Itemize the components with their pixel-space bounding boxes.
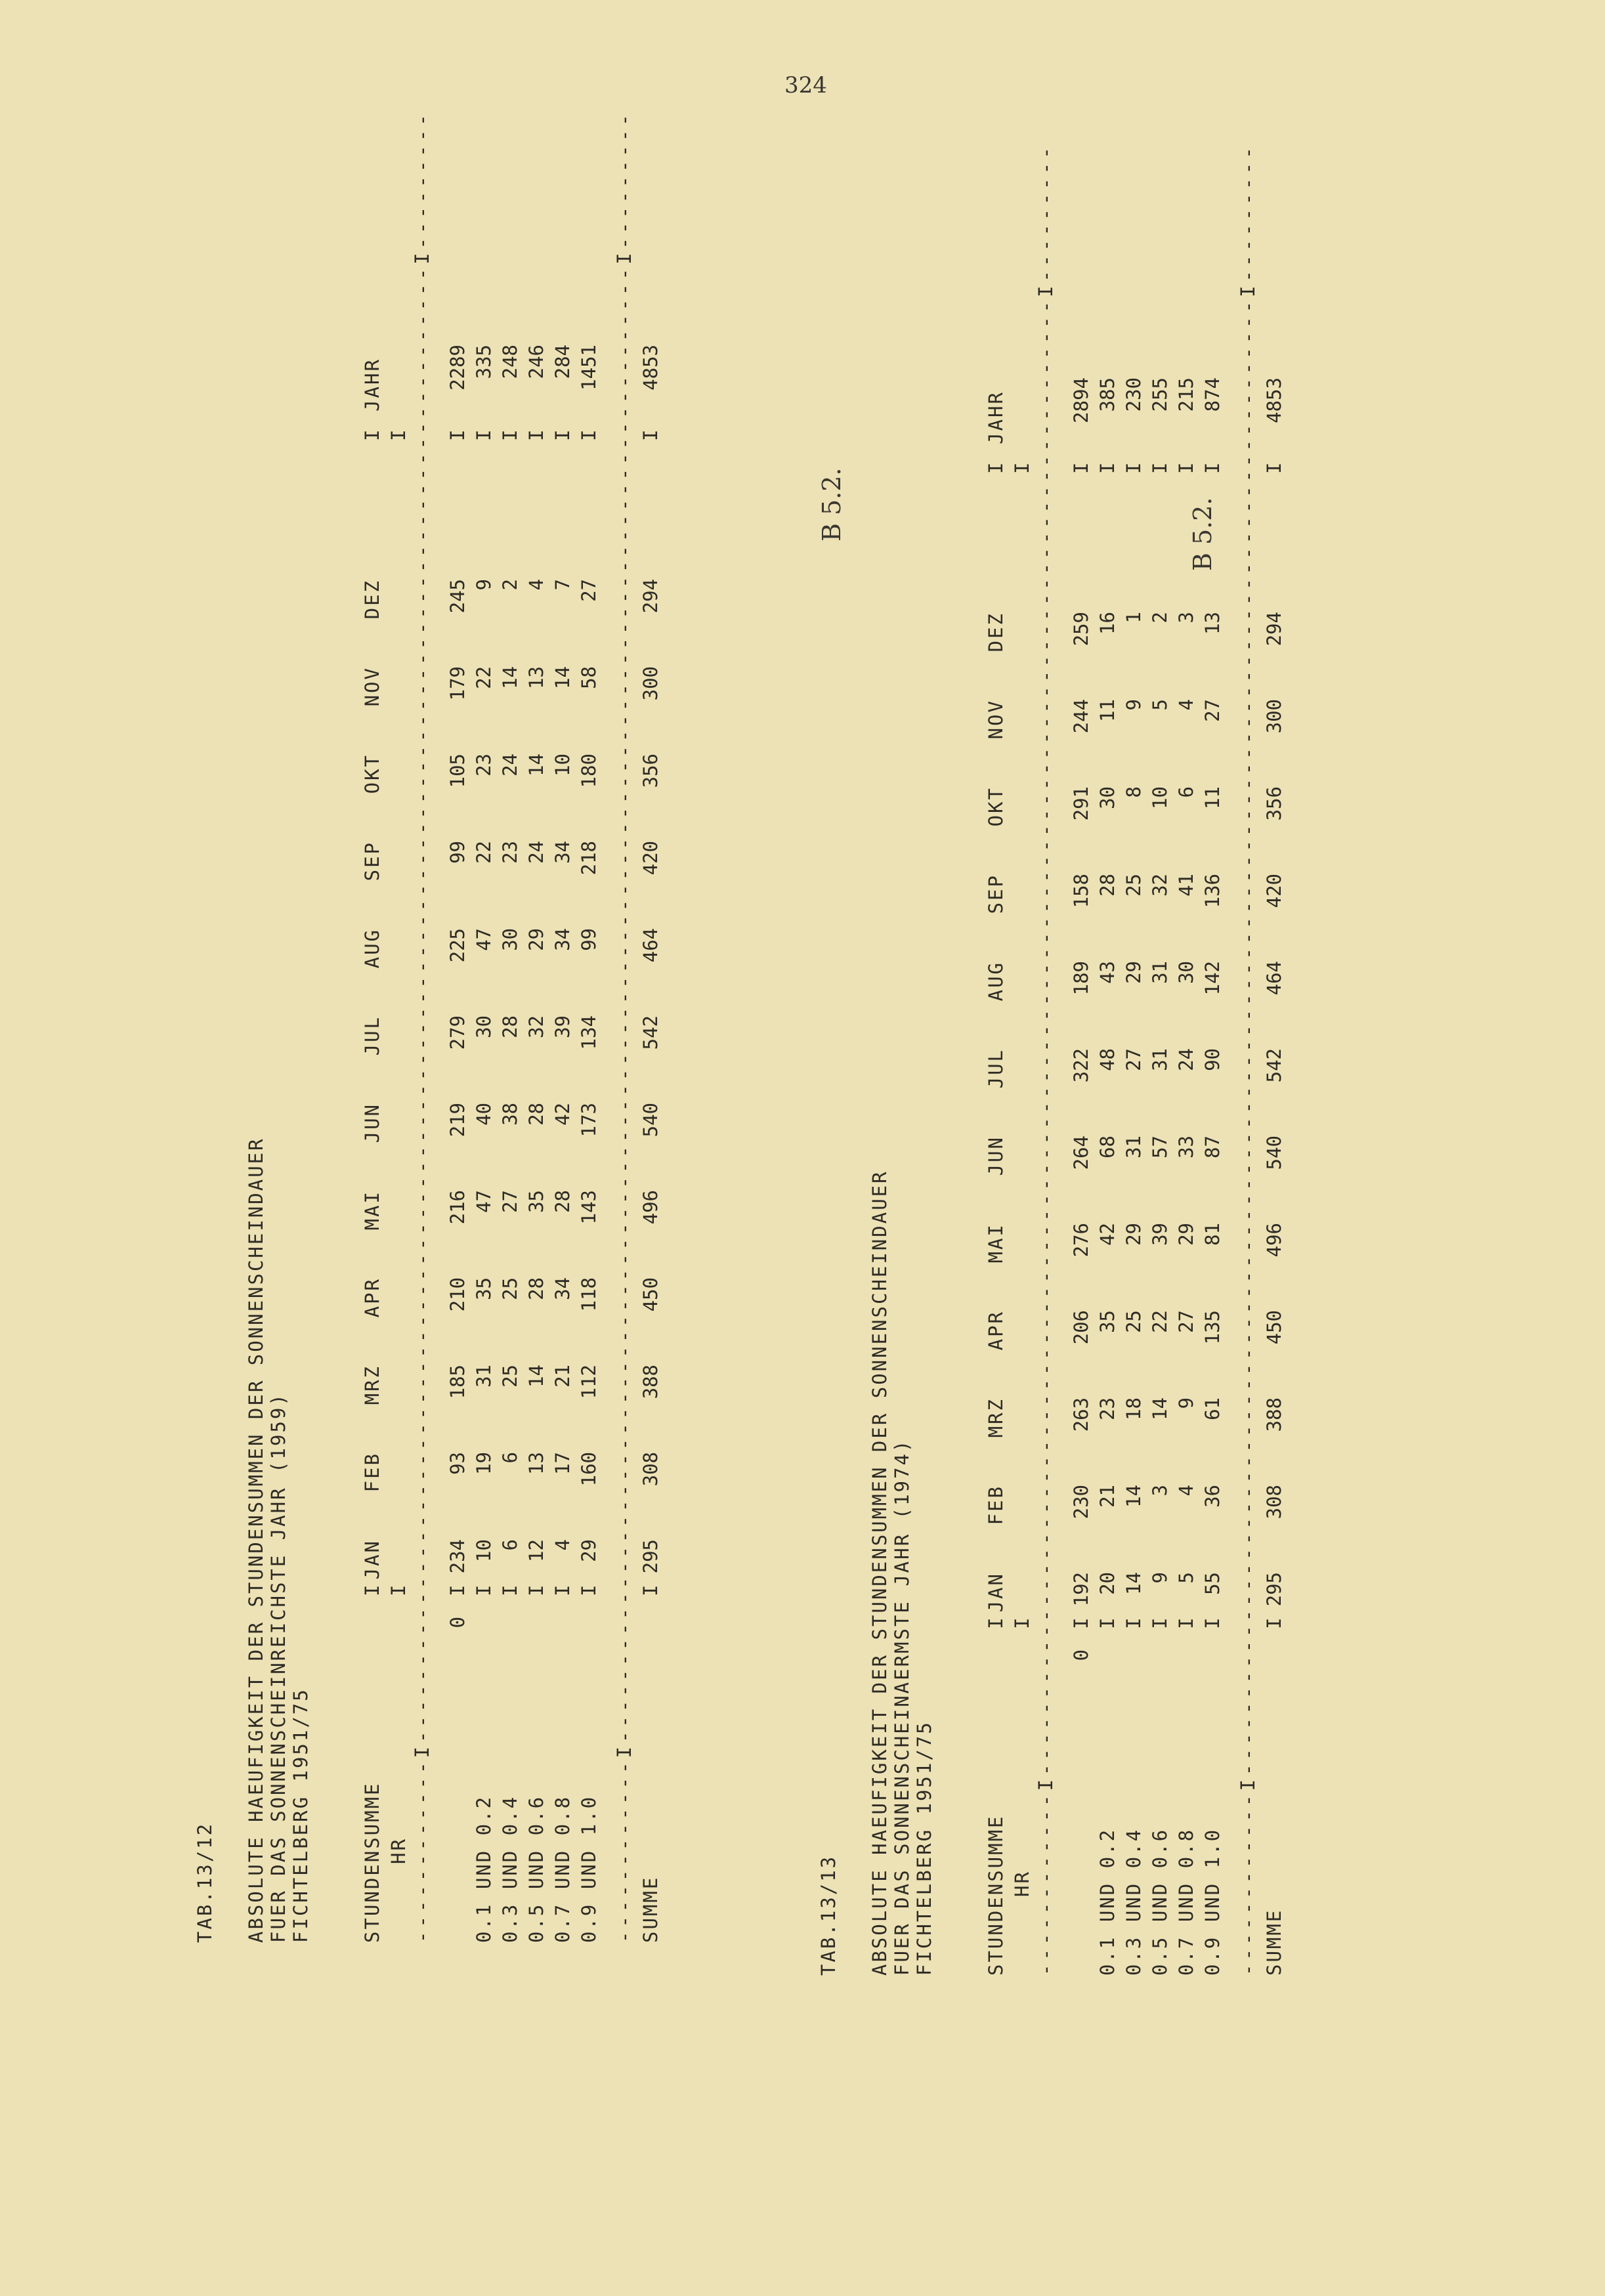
table-cell: 245 — [446, 579, 469, 614]
month-header: MRZ — [985, 1397, 1007, 1438]
jahr-cell: 284 — [551, 345, 574, 379]
summe-jahr-cell: 4853 — [639, 345, 662, 391]
table-cell: 158 — [1070, 874, 1092, 908]
table-cell: 99 — [578, 928, 600, 951]
summe-cell: 540 — [1263, 1136, 1285, 1170]
summe-cell: 295 — [1263, 1572, 1285, 1607]
month-header: FEB — [361, 1452, 383, 1493]
table-cell: 4 — [1175, 1485, 1197, 1497]
month-header: JAN — [361, 1539, 383, 1580]
table-cell: 29 — [525, 928, 547, 951]
table-cell: 58 — [578, 666, 600, 689]
jahr-cell: 874 — [1201, 377, 1224, 412]
month-header: SEP — [361, 841, 383, 882]
table-cell: 34 — [551, 841, 574, 864]
table-cell: 47 — [473, 1190, 495, 1213]
table-cell: 24 — [525, 841, 547, 864]
table-cell: 1 — [1123, 612, 1145, 624]
section-stamp: B 5.2. — [817, 467, 846, 542]
column-bar: I — [446, 429, 469, 441]
table-cell: 14 — [551, 666, 574, 689]
table-cell: 55 — [1201, 1572, 1224, 1595]
month-header: SEP — [985, 874, 1007, 914]
table-title — [245, 1137, 312, 1943]
table-cell: 143 — [578, 1190, 600, 1225]
table-cell: 29 — [1123, 961, 1145, 984]
table-cell: 189 — [1070, 961, 1092, 996]
row-label: 0.9 UND 1.0 — [578, 1795, 600, 1943]
table-cell: 10 — [551, 754, 574, 776]
table-cell: 8 — [1123, 786, 1145, 798]
table-cell: 5 — [1175, 1572, 1197, 1584]
table-cell: 93 — [446, 1452, 469, 1475]
column-bar: I — [499, 429, 521, 441]
table-cell: 31 — [1149, 1048, 1171, 1071]
column-bar: I — [551, 1584, 574, 1596]
column-bar: I — [361, 1584, 383, 1596]
column-bar: I — [1123, 1617, 1145, 1629]
column-bar: I — [1149, 1617, 1171, 1629]
row-label: 0.1 UND 0.2 — [473, 1795, 495, 1943]
row-label: 0.5 UND 0.6 — [1149, 1827, 1171, 1976]
summe-cell: 308 — [1263, 1485, 1285, 1520]
summe-cell: 450 — [1263, 1310, 1285, 1345]
table-cell: 135 — [1201, 1310, 1224, 1345]
table-cell: 18 — [1123, 1397, 1145, 1420]
stub-unit: HR — [387, 1837, 410, 1864]
section-stamp: B 5.2. — [1188, 497, 1217, 571]
column-bar: I — [639, 1584, 662, 1596]
table-cell: 160 — [578, 1452, 600, 1487]
summe-label: SUMME — [1263, 1908, 1285, 1976]
page-number: 324 — [784, 72, 827, 98]
table-cell: 11 — [1201, 786, 1224, 809]
table-cell: 81 — [1201, 1223, 1224, 1246]
table-cell: 7 — [551, 579, 574, 591]
column-bar: I — [1201, 1617, 1224, 1629]
table-cell: 41 — [1175, 874, 1197, 897]
table-cell: 48 — [1096, 1048, 1119, 1071]
table-cell: 105 — [446, 754, 469, 788]
title-line: ABSOLUTE HAEUFIGKEIT DER STUNDENSUMMEN DER SONNENSCHEINDAUER — [868, 1170, 891, 1976]
table-cell: 68 — [1096, 1136, 1119, 1159]
table-cell: 14 — [525, 754, 547, 776]
table-title — [868, 1170, 935, 1976]
column-bar: I — [1263, 462, 1285, 474]
table-cell: 57 — [1149, 1136, 1171, 1159]
table-cell: 25 — [1123, 874, 1145, 897]
table-cell: 21 — [551, 1365, 574, 1388]
column-bar: I — [1263, 1617, 1285, 1629]
column-bar: I — [1175, 462, 1197, 474]
table-cell: 10 — [1149, 786, 1171, 809]
table-cell: 28 — [1096, 874, 1119, 897]
table-cell: 31 — [1149, 961, 1171, 984]
month-header: AUG — [985, 961, 1007, 1002]
row-label: 0.5 UND 0.6 — [525, 1795, 547, 1943]
table-cell: 14 — [499, 666, 521, 689]
table-cell: 218 — [578, 841, 600, 876]
jahr-cell: 255 — [1149, 377, 1171, 412]
row-label: 0 — [446, 1615, 469, 1628]
table-cell: 322 — [1070, 1048, 1092, 1083]
table-cell: 19 — [473, 1452, 495, 1475]
table-cell: 179 — [446, 666, 469, 701]
month-header: APR — [985, 1310, 1007, 1351]
row-label: 0.9 UND 1.0 — [1201, 1827, 1224, 1976]
table-cell: 2 — [499, 579, 521, 591]
table-cell: 6 — [499, 1452, 521, 1464]
title-line: FICHTELBERG 1951/75 — [913, 1720, 935, 1976]
column-bar: I — [1175, 1617, 1197, 1629]
table-block: TAB.13/13 ABSOLUTE HAEUFIGKEIT DER STUNDENSUMMEN DER SONNENSCHEINDAUER FUER DAS SONNENSCHEINAERMSTE JAHR (1974) FICHTELBERG 1951/75 STUNDENSUMME I I JAN FEB MRZ APR MAI JUN JUL AUG SEP OKT NOV DEZ JAHR HR I I ------------I------------------------------------------------------------------------------------------------I--------- 0 I I 192 230 263 206 276 264 322 189 158 291 244 259 2894 0.1 UND 0.2 I I 20 21 23 35 42 68 48 43 28 30 11 16 385 0.3 UND 0.4 I I 14 14 18 25 29 31 27 29 25 8 9 1 230 0.5 UND 0.6 I I 9 3 14 22 39 57 31 31 32 10 5 2 255 0.7 UND 0.8 I I 5 4 9 27 29 33 24 30 41 6 4 3 215 0.9 UND 1.0 I I 55 36 61 135 81 87 90 142 136 11 27 13 874 ------------I------------------------------------------------------------------------------------------------I--------- SUMME I I 295 308 388 450 496 540 542 464 420 356 300 294 4853 — [817, 143, 1285, 1976]
table-cell: 9 — [1123, 699, 1145, 711]
summe-cell: 300 — [639, 666, 662, 701]
summe-cell: 420 — [1263, 874, 1285, 908]
column-bar: I — [1123, 462, 1145, 474]
table-cell: 136 — [1201, 874, 1224, 908]
table-cell: 234 — [446, 1539, 469, 1574]
table-cell: 22 — [473, 666, 495, 689]
column-bar: I — [1070, 462, 1092, 474]
month-header: MAI — [361, 1190, 383, 1231]
month-header: MRZ — [361, 1365, 383, 1405]
column-bar: I — [1011, 462, 1033, 474]
table-cell: 22 — [1149, 1310, 1171, 1333]
table-cell: 34 — [551, 1277, 574, 1300]
column-bar: I — [387, 1584, 410, 1596]
table-cell: 13 — [525, 1452, 547, 1475]
table-id: TAB.13/12 — [194, 1821, 216, 1943]
jahr-header: JAHR — [361, 358, 383, 412]
table-cell: 40 — [473, 1103, 495, 1126]
table-cell: 35 — [1096, 1310, 1119, 1333]
column-bar: I — [525, 1584, 547, 1596]
jahr-header: JAHR — [985, 391, 1007, 444]
month-header: OKT — [361, 754, 383, 794]
table-cell: 17 — [551, 1452, 574, 1475]
summe-cell: 300 — [1263, 699, 1285, 734]
month-header: JAN — [985, 1572, 1007, 1613]
table-cell: 29 — [578, 1539, 600, 1562]
summe-cell: 356 — [1263, 786, 1285, 821]
summe-cell: 294 — [639, 579, 662, 614]
table-cell: 244 — [1070, 699, 1092, 734]
column-bar: I — [1096, 462, 1119, 474]
table-cell: 112 — [578, 1365, 600, 1399]
table-cell: 13 — [1201, 612, 1224, 635]
month-header: DEZ — [985, 612, 1007, 652]
summe-cell: 496 — [1263, 1223, 1285, 1258]
table-cell: 25 — [499, 1277, 521, 1300]
column-bar: I — [499, 1584, 521, 1596]
table-cell: 28 — [499, 1015, 521, 1038]
column-bar: I — [387, 429, 410, 441]
table-cell: 173 — [578, 1103, 600, 1137]
table-cell: 23 — [499, 841, 521, 864]
table-cell: 43 — [1096, 961, 1119, 984]
table-cell: 24 — [1175, 1048, 1197, 1071]
month-header: JUN — [361, 1103, 383, 1143]
row-label: 0 — [1070, 1648, 1092, 1661]
table-cell: 263 — [1070, 1397, 1092, 1432]
table-cell: 118 — [578, 1277, 600, 1312]
summe-cell: 388 — [639, 1365, 662, 1399]
table-cell: 27 — [1123, 1048, 1145, 1071]
month-header: JUN — [985, 1136, 1007, 1176]
summe-cell: 464 — [639, 928, 662, 963]
jahr-cell: 335 — [473, 345, 495, 379]
column-bar: I — [1149, 462, 1171, 474]
table-cell: 20 — [1096, 1572, 1119, 1595]
table-cell: 25 — [499, 1365, 521, 1388]
stub-header: STUNDENSUMME — [361, 1781, 383, 1943]
table-cell: 11 — [1096, 699, 1119, 722]
table-cell: 14 — [1149, 1397, 1171, 1420]
table-cell: 42 — [1096, 1223, 1119, 1246]
stub-unit: HR — [1011, 1870, 1033, 1897]
table-cell: 6 — [499, 1539, 521, 1551]
table-cell: 29 — [1175, 1223, 1197, 1246]
jahr-cell: 2894 — [1070, 377, 1092, 423]
month-header: NOV — [985, 699, 1007, 740]
table-cell: 30 — [1175, 961, 1197, 984]
table-cell: 87 — [1201, 1136, 1224, 1159]
table-cell: 291 — [1070, 786, 1092, 821]
column-bar: I — [1201, 462, 1224, 474]
column-bar: I — [1070, 1617, 1092, 1629]
month-header: MAI — [985, 1223, 1007, 1264]
row-label: 0.3 UND 0.4 — [1123, 1827, 1145, 1976]
table-cell: 276 — [1070, 1223, 1092, 1258]
table-cell: 16 — [1096, 612, 1119, 635]
table-cell: 6 — [1175, 786, 1197, 798]
table-cell: 216 — [446, 1190, 469, 1225]
month-header: JUL — [361, 1015, 383, 1056]
table-cell: 134 — [578, 1015, 600, 1050]
table-cell: 23 — [473, 754, 495, 776]
table-cell: 4 — [525, 579, 547, 591]
table-cell: 28 — [551, 1190, 574, 1213]
stub-header: STUNDENSUMME — [985, 1814, 1007, 1976]
column-bar: I — [473, 429, 495, 441]
summe-cell: 295 — [639, 1539, 662, 1574]
table-cell: 206 — [1070, 1310, 1092, 1345]
title-line: FUER DAS SONNENSCHEINREICHSTE JAHR (1959) — [267, 1392, 289, 1943]
table-cell: 35 — [525, 1190, 547, 1213]
column-bar: I — [446, 1584, 469, 1596]
summe-cell: 496 — [639, 1190, 662, 1225]
row-label: 0.1 UND 0.2 — [1096, 1827, 1119, 1976]
table-cell: 14 — [1123, 1485, 1145, 1508]
table-cell: 13 — [525, 666, 547, 689]
month-header: JUL — [985, 1048, 1007, 1089]
title-line: ABSOLUTE HAEUFIGKEIT DER STUNDENSUMMEN DER SONNENSCHEINDAUER — [245, 1137, 267, 1943]
summe-cell: 542 — [1263, 1048, 1285, 1083]
jahr-cell: 246 — [525, 345, 547, 379]
column-bar: I — [525, 429, 547, 441]
table-cell: 9 — [473, 579, 495, 591]
table-cell: 12 — [525, 1539, 547, 1562]
row-label: 0.7 UND 0.8 — [1175, 1827, 1197, 1976]
table-id: TAB.13/13 — [817, 1854, 840, 1976]
table-cell: 24 — [499, 754, 521, 776]
table-cell: 35 — [473, 1277, 495, 1300]
table-cell: 38 — [499, 1103, 521, 1126]
column-bar: I — [985, 462, 1007, 474]
summe-cell: 388 — [1263, 1397, 1285, 1432]
table-cell: 61 — [1201, 1397, 1224, 1420]
table-cell: 21 — [1096, 1485, 1119, 1508]
table-cell: 29 — [1123, 1223, 1145, 1246]
jahr-cell: 1451 — [578, 345, 600, 391]
column-bar: I — [578, 1584, 600, 1596]
table-cell: 33 — [1175, 1136, 1197, 1159]
title-line: FUER DAS SONNENSCHEINAERMSTE JAHR (1974) — [891, 1438, 913, 1976]
table-block: TAB.13/12 ABSOLUTE HAEUFIGKEIT DER STUNDENSUMMEN DER SONNENSCHEINDAUER FUER DAS SONNENSCHEINREICHSTE JAHR (1959) FICHTELBERG 1951/75 STUNDENSUMME I I JAN FEB MRZ APR MAI JUN JUL AUG SEP OKT NOV DEZ JAHR HR I I ------------I------------------------------------------------------------------------------------------------I--------- 0 I I 234 93 185 210 216 219 279 225 99 105 179 245 2289 0.1 UND 0.2 I I 10 19 31 35 47 40 30 47 22 23 22 9 335 0.3 UND 0.4 I I 6 6 25 25 27 38 28 30 23 24 14 2 248 0.5 UND 0.6 I I 12 13 14 28 35 28 32 29 24 14 13 4 246 0.7 UND 0.8 I I 4 17 21 34 28 42 39 34 34 10 14 7 284 0.9 UND 1.0 I I 29 160 112 118 143 173 134 99 218 180 58 27 1451 ------------I------------------------------------------------------------------------------------------------I--------- SUMME I I 295 308 388 450 496 540 542 464 420 356 300 294 4853 — [194, 110, 662, 1943]
table-cell: 28 — [525, 1277, 547, 1300]
table-cell: 30 — [499, 928, 521, 951]
column-bar: I — [639, 429, 662, 441]
table-cell: 264 — [1070, 1136, 1092, 1170]
table-cell: 3 — [1149, 1485, 1171, 1497]
table-cell: 27 — [499, 1190, 521, 1213]
table-cell: 34 — [551, 928, 574, 951]
table-cell: 22 — [473, 841, 495, 864]
table-cell: 39 — [1149, 1223, 1171, 1246]
table-cell: 36 — [1201, 1485, 1224, 1508]
table-cell: 210 — [446, 1277, 469, 1312]
table-cell: 90 — [1201, 1048, 1224, 1071]
table-cell: 3 — [1175, 612, 1197, 624]
summe-cell: 356 — [639, 754, 662, 788]
column-bar: I — [1096, 1617, 1119, 1629]
row-label: 0.3 UND 0.4 — [499, 1795, 521, 1943]
summe-cell: 450 — [639, 1277, 662, 1312]
summe-cell: 540 — [639, 1103, 662, 1137]
jahr-cell: 215 — [1175, 377, 1197, 412]
table-cell: 2 — [1149, 612, 1171, 624]
table-cell: 9 — [1175, 1397, 1197, 1409]
summe-cell: 308 — [639, 1452, 662, 1487]
title-line: FICHTELBERG 1951/75 — [289, 1688, 312, 1943]
column-bar: I — [1011, 1617, 1033, 1629]
table-cell: 28 — [525, 1103, 547, 1126]
jahr-cell: 2289 — [446, 345, 469, 391]
column-bar: I — [473, 1584, 495, 1596]
summe-jahr-cell: 4853 — [1263, 377, 1285, 423]
table-cell: 219 — [446, 1103, 469, 1137]
summe-cell: 294 — [1263, 612, 1285, 647]
column-bar: I — [361, 429, 383, 441]
table-cell: 39 — [551, 1015, 574, 1038]
table-cell: 279 — [446, 1015, 469, 1050]
month-header: APR — [361, 1277, 383, 1318]
table-cell: 9 — [1149, 1572, 1171, 1584]
table-cell: 27 — [1201, 699, 1224, 722]
table-cell: 32 — [525, 1015, 547, 1038]
table-cell: 142 — [1201, 961, 1224, 996]
table-cell: 32 — [1149, 874, 1171, 897]
table-cell: 259 — [1070, 612, 1092, 647]
column-bar: I — [551, 429, 574, 441]
month-header: DEZ — [361, 579, 383, 620]
month-header: FEB — [985, 1485, 1007, 1525]
table-cell: 31 — [473, 1365, 495, 1388]
table-cell: 27 — [578, 579, 600, 602]
month-header: OKT — [985, 786, 1007, 827]
table-cell: 185 — [446, 1365, 469, 1399]
jahr-cell: 248 — [499, 345, 521, 379]
table-cell: 14 — [1123, 1572, 1145, 1595]
table-cell: 30 — [1096, 786, 1119, 809]
table-cell: 4 — [551, 1539, 574, 1551]
column-bar: I — [578, 429, 600, 441]
jahr-cell: 230 — [1123, 377, 1145, 412]
table-cell: 27 — [1175, 1310, 1197, 1333]
table-cell: 42 — [551, 1103, 574, 1126]
summe-cell: 464 — [1263, 961, 1285, 996]
table-cell: 5 — [1149, 699, 1171, 711]
summe-cell: 542 — [639, 1015, 662, 1050]
column-bar: I — [985, 1617, 1007, 1629]
table-cell: 230 — [1070, 1485, 1092, 1520]
table-cell: 99 — [446, 841, 469, 864]
month-header: AUG — [361, 928, 383, 969]
table-cell: 10 — [473, 1539, 495, 1562]
row-label: 0.7 UND 0.8 — [551, 1795, 574, 1943]
table-cell: 30 — [473, 1015, 495, 1038]
jahr-cell: 385 — [1096, 377, 1119, 412]
table-cell: 31 — [1123, 1136, 1145, 1159]
table-cell: 23 — [1096, 1397, 1119, 1420]
table-cell: 47 — [473, 928, 495, 951]
month-header: NOV — [361, 666, 383, 707]
table-cell: 4 — [1175, 699, 1197, 711]
summe-label: SUMME — [639, 1875, 662, 1943]
table-cell: 25 — [1123, 1310, 1145, 1333]
table-cell: 225 — [446, 928, 469, 963]
summe-cell: 420 — [639, 841, 662, 876]
table-cell: 14 — [525, 1365, 547, 1388]
table-cell: 192 — [1070, 1572, 1092, 1607]
table-cell: 180 — [578, 754, 600, 788]
